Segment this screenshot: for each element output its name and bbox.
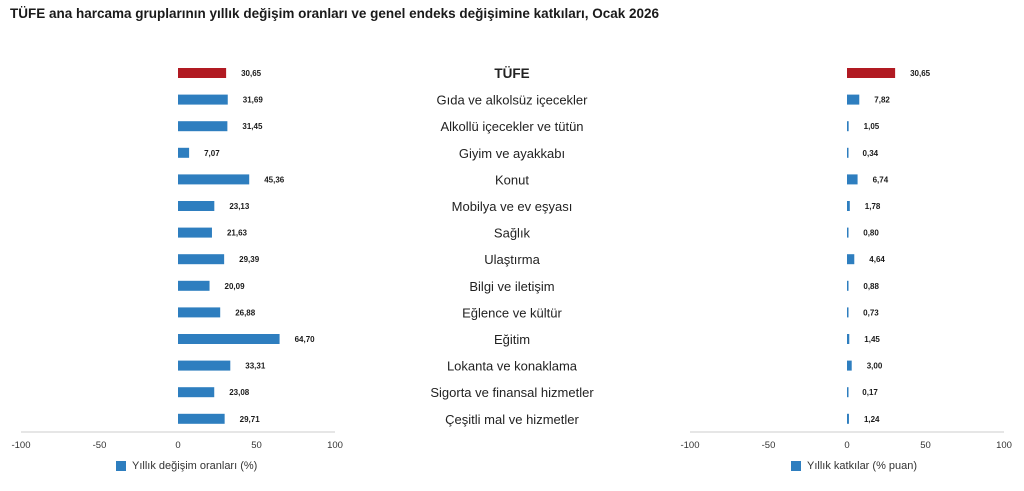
- left-tick-label: 100: [327, 440, 343, 451]
- left-value-label: 33,31: [245, 361, 266, 371]
- right-value-label: 0,80: [863, 228, 879, 238]
- right-chart-contribution: [680, 68, 1011, 451]
- right-value-label: 0,34: [862, 148, 879, 158]
- right-bar: [847, 95, 859, 105]
- legend-left: [116, 460, 257, 472]
- right-bar: [847, 121, 849, 131]
- left-value-label: 45,36: [264, 175, 285, 185]
- legend-label-left: Yıllık değişim oranları (%): [132, 460, 258, 472]
- right-bar: [847, 201, 850, 211]
- category-label: TÜFE: [494, 66, 530, 81]
- category-labels: [430, 66, 594, 427]
- right-bar: [847, 148, 849, 158]
- left-bar: [178, 281, 210, 291]
- right-tick-label: -100: [680, 440, 700, 451]
- right-value-label: 0,17: [862, 388, 878, 398]
- left-value-label: 64,70: [294, 335, 315, 344]
- left-bar: [178, 228, 212, 238]
- left-value-label: 7,07: [204, 148, 220, 158]
- right-tick-label: -50: [761, 440, 776, 451]
- right-bar: [847, 174, 858, 184]
- left-tick-label: -50: [92, 440, 107, 451]
- left-bar: [178, 387, 214, 397]
- left-value-label: 30,65: [241, 69, 262, 78]
- left-value-label: 21,63: [226, 228, 247, 238]
- right-value-label: 30,65: [910, 69, 931, 78]
- category-label: Sigorta ve finansal hizmetler: [430, 385, 594, 401]
- left-bar: [178, 174, 249, 184]
- category-label: Alkollü içecekler ve tütün: [440, 119, 584, 135]
- right-value-label: 0,88: [863, 281, 879, 291]
- left-value-label: 23,08: [229, 388, 250, 398]
- left-chart-annual-change: [11, 68, 342, 451]
- category-label: Eğitim: [493, 332, 531, 347]
- right-bar: [847, 307, 849, 317]
- left-value-label: 29,39: [239, 255, 260, 265]
- left-value-label: 29,71: [239, 414, 260, 424]
- right-tick-label: 100: [996, 440, 1012, 451]
- left-bar: [178, 68, 226, 78]
- right-value-label: 0,73: [863, 308, 879, 318]
- category-label: Sağlık: [493, 225, 531, 241]
- left-bar: [178, 334, 280, 344]
- category-label: Mobilya ve ev eşyası: [451, 199, 573, 214]
- right-value-label: 1,05: [863, 122, 880, 132]
- left-value-label: 31,45: [242, 122, 263, 132]
- right-bar: [847, 387, 849, 397]
- right-bar: [847, 281, 849, 291]
- category-label: Lokanta ve konaklama: [446, 358, 578, 374]
- category-label: Eğlence ve kültür: [462, 305, 562, 321]
- right-value-label: 1,45: [864, 335, 880, 344]
- right-bar: [847, 334, 849, 344]
- left-bar: [178, 307, 220, 317]
- left-tick-label: -100: [11, 440, 31, 451]
- category-label: Gıda ve alkolsüz içecekler: [436, 92, 588, 108]
- left-bar: [178, 201, 214, 211]
- left-value-label: 26,88: [235, 308, 256, 318]
- left-bar: [178, 254, 224, 264]
- left-tick-label: 0: [175, 440, 181, 451]
- left-bar: [178, 148, 189, 158]
- right-bar: [847, 414, 849, 424]
- left-value-label: 31,69: [242, 95, 263, 105]
- legend-swatch-left: [116, 461, 126, 471]
- left-bar: [178, 121, 227, 131]
- right-value-label: 7,82: [874, 95, 890, 105]
- right-bar: [847, 254, 854, 264]
- legend-label-right: Yıllık katkılar (% puan): [807, 460, 918, 472]
- right-value-label: 4,64: [869, 255, 885, 265]
- category-label: Konut: [495, 172, 529, 188]
- category-label: Çeşitli mal ve hizmetler: [445, 411, 579, 427]
- left-bar: [178, 414, 225, 424]
- right-tick-label: 0: [844, 440, 850, 451]
- category-label: Bilgi ve iletişim: [469, 278, 555, 294]
- category-label: Ulaştırma: [484, 252, 540, 268]
- right-bar: [847, 68, 895, 78]
- legend-right: [791, 460, 917, 472]
- left-value-label: 20,09: [224, 281, 245, 291]
- right-bar: [847, 361, 852, 371]
- left-value-label: 23,13: [229, 202, 250, 211]
- right-bar: [847, 228, 849, 238]
- legend-swatch-right: [791, 461, 801, 471]
- chart-title: TÜFE ana harcama gruplarının yıllık değişim oranları ve genel endeks değişimine katkıları, Ocak 2026: [10, 6, 660, 21]
- right-value-label: 6,74: [872, 175, 889, 185]
- right-tick-label: 50: [920, 440, 931, 451]
- right-value-label: 1,78: [864, 202, 881, 211]
- left-tick-label: 50: [251, 440, 262, 451]
- right-value-label: 1,24: [863, 414, 880, 424]
- right-value-label: 3,00: [866, 361, 883, 371]
- left-bar: [178, 361, 230, 371]
- category-label: Giyim ve ayakkabı: [458, 145, 566, 161]
- left-bar: [178, 95, 228, 105]
